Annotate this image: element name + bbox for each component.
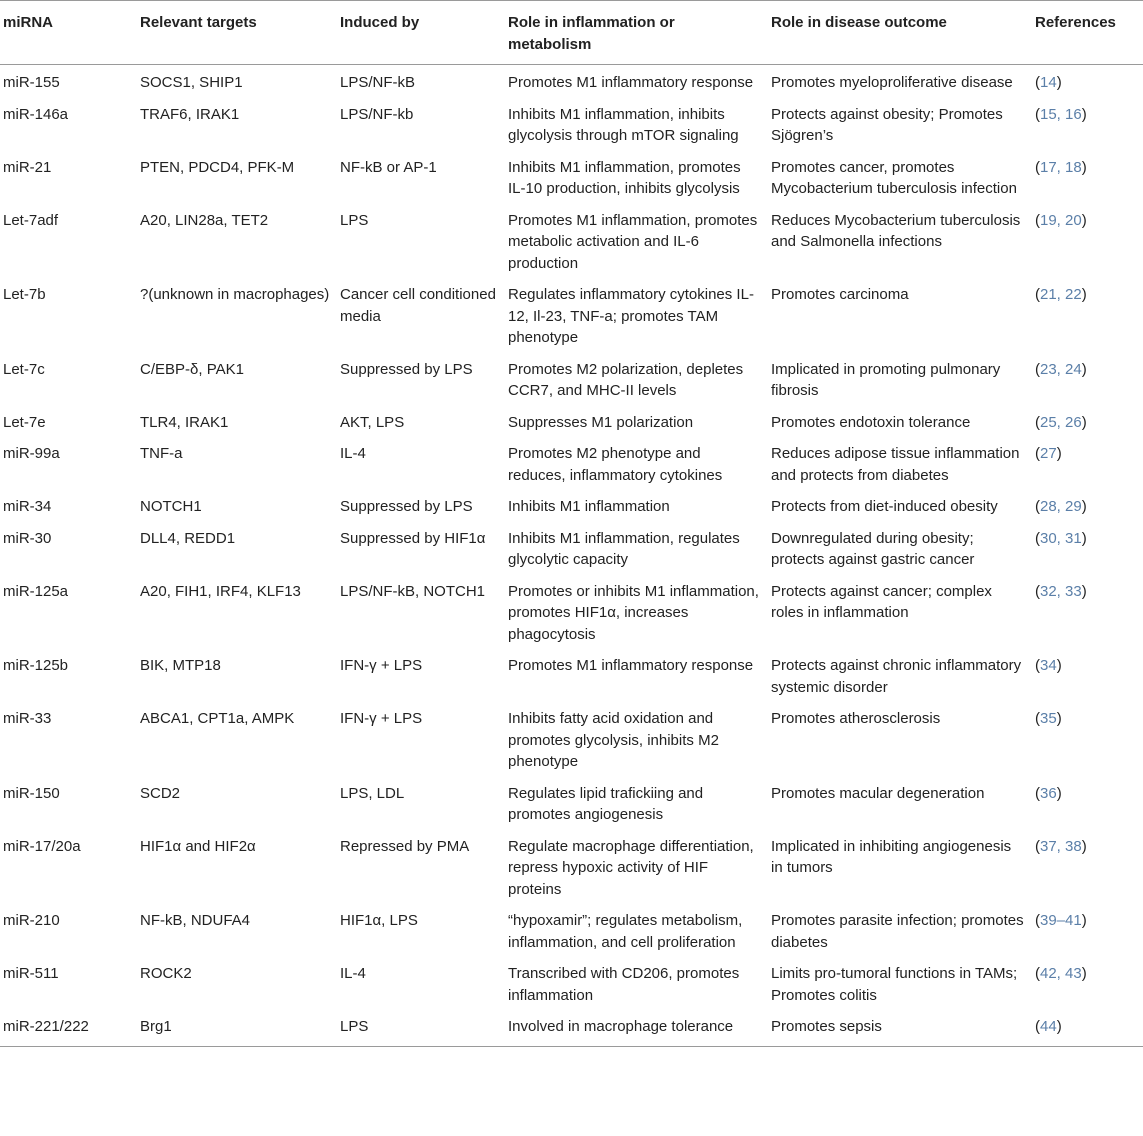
cell-references: (35) xyxy=(1035,710,1062,727)
cell-relevant-targets: NF-kB, NDUFA4 xyxy=(140,912,251,929)
cell-references: (32, 33) xyxy=(1035,582,1087,600)
table-row xyxy=(0,407,1143,439)
reference-link[interactable]: 44 xyxy=(1040,1018,1057,1035)
cell-references: (23, 24) xyxy=(1035,360,1087,378)
reference-link[interactable]: 14 xyxy=(1040,74,1057,91)
cell-mirna: Let-7adf xyxy=(3,211,59,229)
cell-role-disease: Reduces Mycobacterium tuberculosis and Salmonella infections xyxy=(771,211,1021,250)
cell-induced-by: IFN-γ + LPS xyxy=(340,657,423,674)
reference-link[interactable]: 32, 33 xyxy=(1040,582,1082,600)
reference-link[interactable]: 35 xyxy=(1040,710,1057,727)
cell-references: (25, 26) xyxy=(1035,413,1087,431)
reference-link[interactable]: 21, 22 xyxy=(1040,286,1082,303)
cell-role-disease: Downregulated during obesity; protects against gastric cancer xyxy=(771,529,975,568)
reference-link[interactable]: 23, 24 xyxy=(1040,360,1082,378)
header-induced-by: Induced by xyxy=(340,14,420,31)
cell-induced-by: LPS/NF-kB, NOTCH1 xyxy=(340,582,486,600)
cell-role-disease: Promotes macular degeneration xyxy=(771,784,985,802)
cell-induced-by: LPS/NF-kb xyxy=(340,105,414,123)
cell-relevant-targets: A20, LIN28a, TET2 xyxy=(140,211,269,229)
cell-role-disease: Promotes myeloproliferative disease xyxy=(771,74,1013,91)
cell-role-disease: Promotes endotoxin tolerance xyxy=(771,413,971,431)
cell-references: (39–41) xyxy=(1035,912,1087,929)
reference-link[interactable]: 36 xyxy=(1040,784,1057,802)
cell-mirna: miR-511 xyxy=(3,965,59,982)
cell-role-inflammation: Regulates inflammatory cytokines IL-12, Il-23, TNF-a; promotes TAM phenotype xyxy=(508,286,754,346)
cell-role-inflammation: Inhibits fatty acid oxidation and promotes glycolysis, inhibits M2 phenotype xyxy=(508,710,719,770)
cell-references: (36) xyxy=(1035,784,1062,802)
cell-role-disease: Protects against obesity; Promotes Sjögren’s xyxy=(771,105,1003,144)
table-row xyxy=(0,279,1143,354)
cell-relevant-targets: C/EBP-δ, PAK1 xyxy=(140,360,244,378)
cell-references: (15, 16) xyxy=(1035,105,1087,123)
cell-references: (27) xyxy=(1035,445,1062,462)
cell-mirna: miR-155 xyxy=(3,74,60,91)
cell-role-disease: Protects against chronic inflammatory systemic disorder xyxy=(771,657,1022,696)
cell-role-disease: Implicated in inhibiting angiogenesis in tumors xyxy=(771,837,1012,876)
cell-induced-by: IL-4 xyxy=(340,445,366,462)
cell-relevant-targets: TLR4, IRAK1 xyxy=(140,413,229,431)
table-row xyxy=(0,523,1143,576)
cell-role-disease: Protects against cancer; complex roles in inflammation xyxy=(771,582,992,621)
cell-relevant-targets: DLL4, REDD1 xyxy=(140,529,236,547)
cell-mirna: miR-210 xyxy=(3,912,60,929)
cell-mirna: Let-7b xyxy=(3,286,46,303)
header-relevant-targets: Relevant targets xyxy=(140,14,257,31)
table-row xyxy=(0,576,1143,651)
cell-references: (19, 20) xyxy=(1035,211,1087,229)
header-role-disease: Role in disease outcome xyxy=(771,14,947,31)
cell-role-disease: Reduces adipose tissue inflammation and protects from diabetes xyxy=(771,445,1020,484)
reference-link[interactable]: 30, 31 xyxy=(1040,529,1082,547)
cell-mirna: Let-7c xyxy=(3,360,45,378)
header-mirna: miRNA xyxy=(3,14,54,31)
cell-relevant-targets: ROCK2 xyxy=(140,965,192,982)
table-row xyxy=(0,438,1143,491)
cell-role-disease: Protects from diet-induced obesity xyxy=(771,498,998,515)
cell-induced-by: Suppressed by HIF1α xyxy=(340,529,486,547)
cell-role-inflammation: Promotes M2 phenotype and reduces, inflammatory cytokines xyxy=(508,445,723,484)
cell-mirna: miR-99a xyxy=(3,445,60,462)
table-row xyxy=(0,65,1143,99)
cell-references: (14) xyxy=(1035,74,1062,91)
reference-link[interactable]: 27 xyxy=(1040,445,1057,462)
reference-link[interactable]: 34 xyxy=(1040,657,1057,674)
cell-induced-by: IFN-γ + LPS xyxy=(340,710,423,727)
header-row xyxy=(0,1,1143,65)
cell-role-disease: Promotes parasite infection; promotes diabetes xyxy=(771,912,1024,951)
cell-role-inflammation: Promotes M1 inflammatory response xyxy=(508,74,754,91)
cell-role-disease: Promotes atherosclerosis xyxy=(771,710,941,727)
cell-induced-by: Suppressed by LPS xyxy=(340,498,473,515)
table-row xyxy=(0,958,1143,1011)
table-row xyxy=(0,152,1143,205)
cell-relevant-targets: TNF-a xyxy=(140,445,183,462)
cell-role-inflammation: Involved in macrophage tolerance xyxy=(508,1018,734,1035)
table-row xyxy=(0,778,1143,831)
cell-relevant-targets: HIF1α and HIF2α xyxy=(140,837,256,855)
reference-link[interactable]: 17, 18 xyxy=(1040,158,1082,176)
cell-induced-by: LPS/NF-kB xyxy=(340,74,416,91)
cell-relevant-targets: SCD2 xyxy=(140,784,181,802)
cell-references: (34) xyxy=(1035,657,1062,674)
cell-mirna: Let-7e xyxy=(3,413,46,431)
table-row xyxy=(0,650,1143,703)
table-row xyxy=(0,905,1143,958)
cell-role-inflammation: Suppresses M1 polarization xyxy=(508,413,694,431)
cell-relevant-targets: PTEN, PDCD4, PFK-M xyxy=(140,158,295,176)
reference-link[interactable]: 37, 38 xyxy=(1040,837,1082,855)
cell-role-inflammation: Inhibits M1 inflammation, promotes IL-10 production, inhibits glycolysis xyxy=(508,158,741,197)
table-row xyxy=(0,354,1143,407)
table-row xyxy=(0,491,1143,523)
cell-role-inflammation: Promotes M2 polarization, depletes CCR7, and MHC-II levels xyxy=(508,360,744,399)
cell-relevant-targets: ABCA1, CPT1a, AMPK xyxy=(140,710,295,727)
cell-induced-by: Cancer cell conditioned media xyxy=(340,286,496,325)
cell-references: (17, 18) xyxy=(1035,158,1087,176)
cell-mirna: miR-33 xyxy=(3,710,52,727)
cell-induced-by: Suppressed by LPS xyxy=(340,360,473,378)
cell-role-disease: Limits pro-tumoral functions in TAMs; Promotes colitis xyxy=(771,965,1018,1004)
reference-link[interactable]: 15, 16 xyxy=(1040,105,1082,123)
cell-role-disease: Promotes carcinoma xyxy=(771,286,909,303)
cell-role-inflammation: Promotes M1 inflammatory response xyxy=(508,657,754,674)
reference-link[interactable]: 28, 29 xyxy=(1040,498,1082,515)
cell-references: (37, 38) xyxy=(1035,837,1087,855)
reference-link[interactable]: 25, 26 xyxy=(1040,413,1082,431)
reference-link[interactable]: 19, 20 xyxy=(1040,211,1082,229)
reference-link[interactable]: 42, 43 xyxy=(1040,965,1082,982)
cell-mirna: miR-125b xyxy=(3,657,69,674)
cell-relevant-targets: A20, FIH1, IRF4, KLF13 xyxy=(140,582,301,600)
table-body xyxy=(0,65,1143,1047)
header-references: References xyxy=(1035,14,1116,31)
cell-role-inflammation: Inhibits M1 inflammation xyxy=(508,498,670,515)
cell-role-inflammation: Transcribed with CD206, promotes inflammation xyxy=(508,965,740,1004)
cell-mirna: miR-150 xyxy=(3,784,60,802)
table-row xyxy=(0,1011,1143,1046)
cell-relevant-targets: SOCS1, SHIP1 xyxy=(140,74,243,91)
cell-induced-by: AKT, LPS xyxy=(340,413,405,431)
cell-references: (44) xyxy=(1035,1018,1062,1035)
cell-role-inflammation: Regulate macrophage differentiation, repress hypoxic activity of HIF proteins xyxy=(508,837,754,898)
cell-relevant-targets: TRAF6, IRAK1 xyxy=(140,105,240,123)
cell-role-disease: Promotes cancer, promotes Mycobacterium tuberculosis infection xyxy=(771,158,1017,197)
cell-references: (30, 31) xyxy=(1035,529,1087,547)
reference-link[interactable]: 39–41 xyxy=(1040,912,1082,929)
cell-mirna: miR-21 xyxy=(3,158,52,176)
cell-references: (42, 43) xyxy=(1035,965,1087,982)
cell-role-inflammation: Inhibits M1 inflammation, regulates glycolytic capacity xyxy=(508,529,740,568)
cell-induced-by: LPS xyxy=(340,1018,369,1035)
cell-induced-by: NF-kB or AP-1 xyxy=(340,158,437,176)
cell-relevant-targets: Brg1 xyxy=(140,1018,172,1035)
cell-references: (28, 29) xyxy=(1035,498,1087,515)
cell-mirna: miR-30 xyxy=(3,529,52,547)
cell-mirna: miR-146a xyxy=(3,105,69,123)
cell-role-inflammation: Regulates lipid trafickiing and promotes angiogenesis xyxy=(508,784,704,823)
cell-role-inflammation: “hypoxamir”; regulates metabolism, inflammation, and cell proliferation xyxy=(508,912,743,951)
cell-role-inflammation: Inhibits M1 inflammation, inhibits glycolysis through mTOR signaling xyxy=(508,105,739,144)
cell-mirna: miR-221/222 xyxy=(3,1018,89,1035)
cell-relevant-targets: NOTCH1 xyxy=(140,498,202,515)
cell-role-inflammation: Promotes or inhibits M1 inflammation, promotes HIF1α, increases phagocytosis xyxy=(508,582,759,643)
table-row xyxy=(0,99,1143,152)
cell-role-disease: Implicated in promoting pulmonary fibrosis xyxy=(771,360,1001,399)
table-header xyxy=(0,1,1143,65)
cell-role-disease: Promotes sepsis xyxy=(771,1018,882,1035)
table-row xyxy=(0,205,1143,280)
cell-induced-by: Repressed by PMA xyxy=(340,837,470,855)
cell-mirna: miR-34 xyxy=(3,498,52,515)
cell-induced-by: LPS, LDL xyxy=(340,784,405,802)
cell-induced-by: HIF1α, LPS xyxy=(340,912,418,929)
cell-relevant-targets: ?(unknown in macrophages) xyxy=(140,286,330,303)
table-row xyxy=(0,703,1143,778)
cell-induced-by: LPS xyxy=(340,211,369,229)
table-row xyxy=(0,831,1143,906)
cell-relevant-targets: BIK, MTP18 xyxy=(140,657,221,674)
header-role-inflammation: Role in inflammation or metabolism xyxy=(508,14,675,53)
cell-mirna: miR-17/20a xyxy=(3,837,81,855)
cell-induced-by: IL-4 xyxy=(340,965,366,982)
cell-mirna: miR-125a xyxy=(3,582,69,600)
cell-references: (21, 22) xyxy=(1035,286,1087,303)
cell-role-inflammation: Promotes M1 inflammation, promotes metabolic activation and IL-6 production xyxy=(508,211,758,272)
